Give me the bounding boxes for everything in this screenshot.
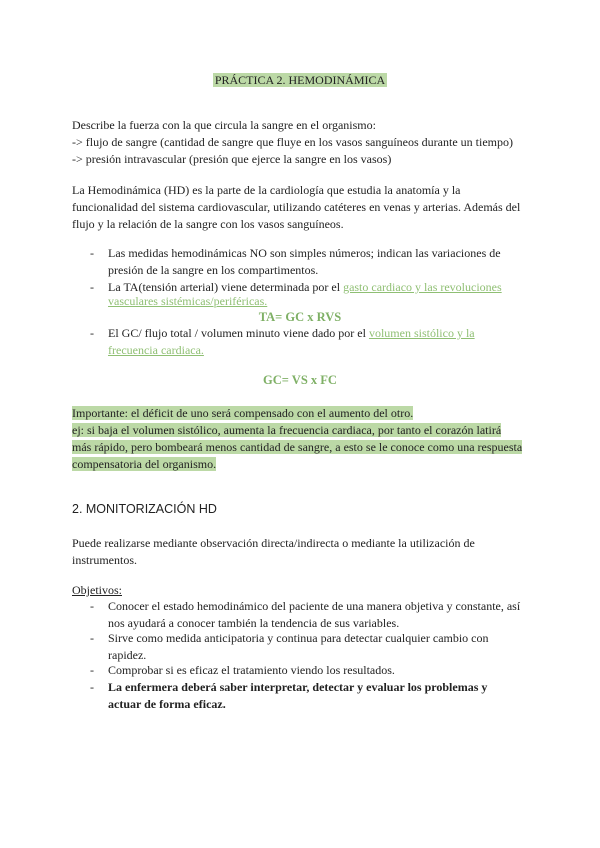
bullet-dash: - bbox=[90, 631, 94, 645]
formula-gc: GC= VS x FC bbox=[263, 373, 337, 387]
objective-3-line-1: Comprobar si es eficaz el tratamiento viendo los resultados. bbox=[108, 663, 395, 677]
intro-line-2: -> flujo de sangre (cantidad de sangre que fluye en los vasos sanguíneos durante un tiempo) bbox=[72, 135, 513, 149]
objective-4-line-2: actuar de forma eficaz. bbox=[108, 697, 226, 711]
important-line-4: compensatoria del organismo. bbox=[72, 457, 217, 471]
bullet-dash: - bbox=[90, 599, 94, 613]
section-2-para-line-2: instrumentos. bbox=[72, 553, 137, 567]
frecuencia-cardiaca-link[interactable]: frecuencia cardiaca. bbox=[108, 343, 204, 357]
objective-1-line-1: Conocer el estado hemodinámico del paciente de una manera objetiva y constante, así bbox=[108, 599, 521, 613]
intro-line-3: -> presión intravascular (presión que ejerce la sangre en los vasos) bbox=[72, 152, 392, 166]
bullet-dash: - bbox=[90, 663, 94, 677]
revoluciones-link[interactable]: vasculares sistémicas/periféricas. bbox=[108, 294, 268, 308]
intro-line-1: Describe la fuerza con la que circula la sangre en el organismo: bbox=[72, 118, 376, 132]
definition-line-3: flujo y la relación de la sangre con los vasos sanguíneos. bbox=[72, 217, 344, 231]
important-line-1: Importante: el déficit de uno será compensado con el aumento del otro. bbox=[72, 406, 414, 420]
objective-4-line-1: La enfermera deberá saber interpretar, detectar y evaluar los problemas y bbox=[108, 680, 488, 694]
bullet-dash: - bbox=[90, 246, 94, 260]
important-line-3: más rápido, pero bombeará menos cantidad de sangre, a esto se le conoce como una respuesta bbox=[72, 440, 523, 454]
objective-2-line-1: Sirve como medida anticipatoria y continua para detectar cualquier cambio con bbox=[108, 631, 489, 645]
bullet-3-prefix: El GC/ flujo total / volumen minuto viene dado por el bbox=[108, 326, 366, 340]
bullet-dash: - bbox=[90, 280, 94, 294]
gasto-cardiaco-link[interactable]: gasto cardiaco y las revoluciones bbox=[343, 280, 502, 294]
definition-line-1: La Hemodinámica (HD) es la parte de la cardiología que estudia la anatomía y la bbox=[72, 183, 461, 197]
bullet-dash: - bbox=[90, 680, 94, 694]
important-line-2: ej: si baja el volumen sistólico, aumenta la frecuencia cardiaca, por tanto el corazón latirá bbox=[72, 423, 502, 437]
objective-2-line-2: rapidez. bbox=[108, 648, 147, 662]
bullet-1-line-1: Las medidas hemodinámicas NO son simples números; indican las variaciones de bbox=[108, 246, 501, 260]
formula-ta: TA= GC x RVS bbox=[258, 310, 342, 324]
bullet-3-line-1 bbox=[108, 325, 475, 342]
page-title bbox=[0, 72, 600, 89]
definition-line-2: funcionalidad del sistema cardiovascular, utilizando catéteres en venas y arterias. Además del bbox=[72, 200, 521, 214]
section-2-heading: 2. MONITORIZACIÓN HD bbox=[72, 502, 217, 516]
bullet-1-line-2: presión de la sangre en los compartimentos. bbox=[108, 263, 319, 277]
bullet-2-prefix: La TA(tensión arterial) viene determinada por el bbox=[108, 280, 341, 294]
bullet-dash: - bbox=[90, 326, 94, 340]
volumen-sistolico-link[interactable]: volumen sistólico y la bbox=[368, 326, 475, 340]
section-2-para-line-1: Puede realizarse mediante observación directa/indirecta o mediante la utilización de bbox=[72, 536, 475, 550]
objectives-label: Objetivos: bbox=[72, 583, 122, 597]
objective-1-line-2: nos ayudará a conocer también la tendencia de sus variables. bbox=[108, 616, 400, 630]
page-title-text: PRÁCTICA 2. HEMODINÁMICA bbox=[214, 73, 386, 87]
